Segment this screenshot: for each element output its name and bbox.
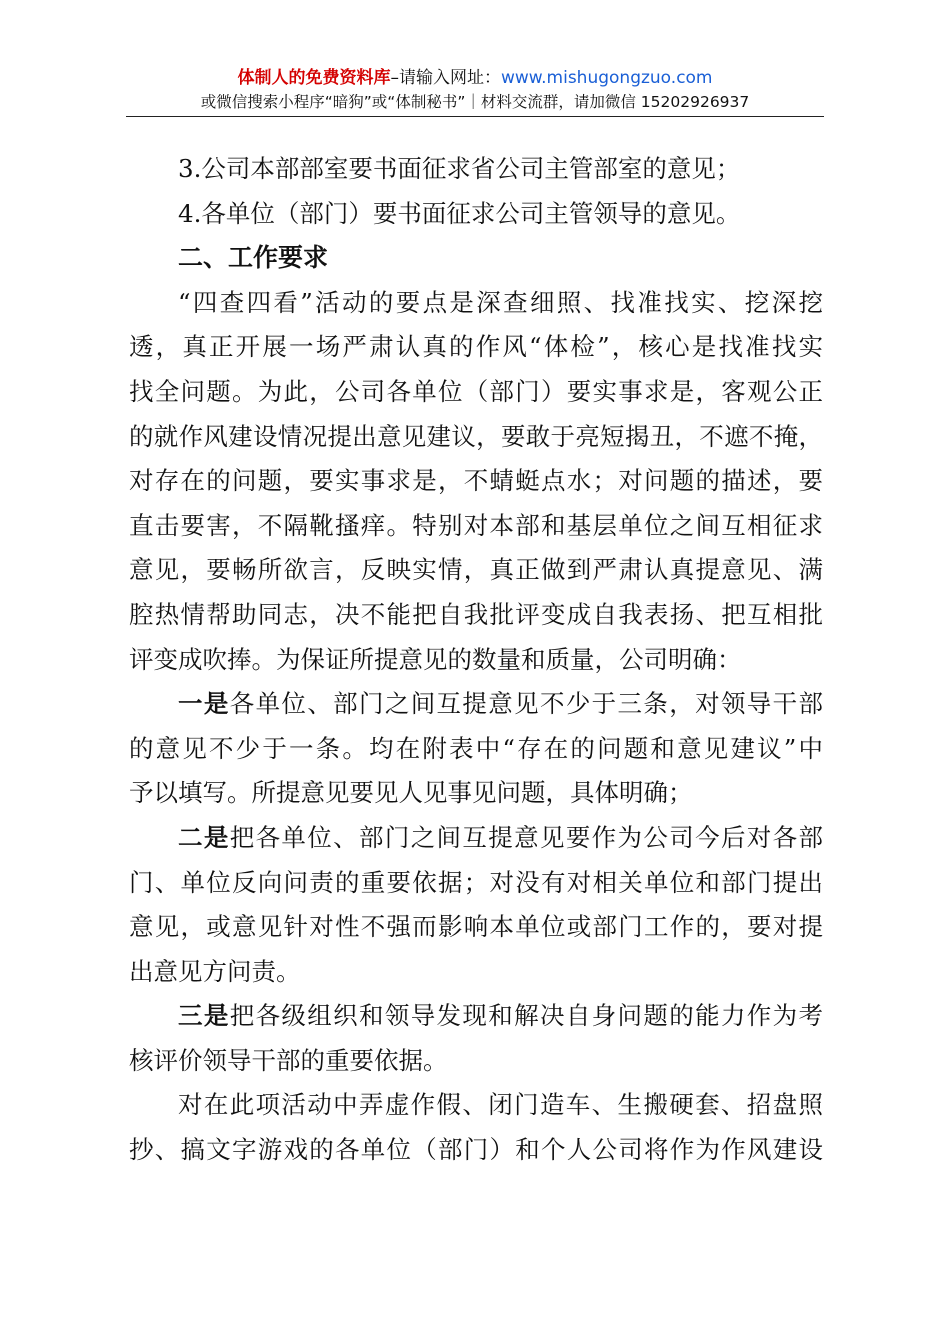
list-lead: 二是 — [178, 822, 230, 852]
page-header — [0, 66, 950, 113]
paragraph-line — [129, 682, 823, 727]
paragraph-line: 抄、搞文字游戏的各单位（部门）和个人公司将作为作风建设 — [129, 1135, 823, 1165]
paragraph-line: 对存在的问题，要实事求是，不蜻蜓点水；对问题的描述，要 — [129, 466, 823, 496]
paragraph-line: 门、单位反向问责的重要依据；对没有对相关单位和部门提出 — [129, 867, 823, 897]
paragraph-line: 意见，或意见针对性不强而影响本单位或部门工作的，要对提 — [129, 912, 823, 942]
list-lead: 一是 — [178, 689, 230, 719]
list-text: 各单位、部门之间互提意见不少于三条，对领导干部 — [229, 689, 824, 719]
list-text: 把各单位、部门之间互提意见要作为公司今后对各部 — [229, 822, 824, 852]
paragraph-line: 予以填写。所提意见要见人见事见问题，具体明确； — [129, 778, 693, 808]
document-body — [129, 147, 823, 1173]
paragraph-line: 4.各单位（部门）要书面征求公司主管领导的意见。 — [178, 198, 741, 228]
paragraph-line — [129, 994, 823, 1039]
paragraph-line: 找全问题。为此，公司各单位（部门）要实事求是，客观公正 — [129, 376, 823, 406]
paragraph-line: 腔热情帮助同志，决不能把自我批评变成自我表扬、把互相批 — [129, 599, 823, 629]
paragraph-line: 出意见方问责。 — [129, 956, 301, 986]
paragraph-line: 3.公司本部部室要书面征求省公司主管部室的意见； — [178, 154, 741, 183]
paragraph-line: 核评价领导干部的重要依据。 — [129, 1045, 448, 1075]
paragraph-line: 直击要害，不隔靴搔痒。特别对本部和基层单位之间互相征求 — [129, 510, 823, 540]
paragraph-line: “四查四看”活动的要点是深查细照、找准找实、挖深挖 — [178, 287, 823, 317]
header-divider — [126, 116, 824, 117]
paragraph-line: 的就作风建设情况提出意见建议，要敢于亮短揭丑，不遮不掩， — [129, 421, 823, 451]
paragraph-line: 透，真正开展一场严肃认真的作风“体检”，核心是找准找实 — [129, 332, 823, 362]
header-prompt: –请输入网址： — [390, 68, 501, 88]
header-brand: 体制人的免费资料库 — [237, 68, 391, 88]
list-text: 把各级组织和领导发现和解决自身问题的能力作为考 — [229, 1001, 824, 1031]
paragraph-line — [129, 816, 823, 861]
paragraph-line: 评变成吹捧。为保证所提意见的数量和质量，公司明确： — [129, 644, 742, 674]
paragraph-line: 对在此项活动中弄虚作假、闭门造车、生搬硬套、招盘照 — [178, 1090, 823, 1120]
section-heading: 二、工作要求 — [178, 243, 329, 273]
paragraph-line: 的意见不少于一条。均在附表中“存在的问题和意见建议”中 — [129, 733, 823, 763]
list-lead: 三是 — [178, 1001, 230, 1031]
header-contact-line: 或微信搜索小程序“暗狗”或“体制秘书”｜材料交流群，请加微信 15202926937 — [200, 93, 750, 111]
header-url-link[interactable]: www.mishugongzuo.com — [500, 68, 713, 88]
paragraph-line: 意见，要畅所欲言，反映实情，真正做到严肃认真提意见、满 — [129, 555, 823, 585]
header-promo-line — [0, 66, 950, 90]
